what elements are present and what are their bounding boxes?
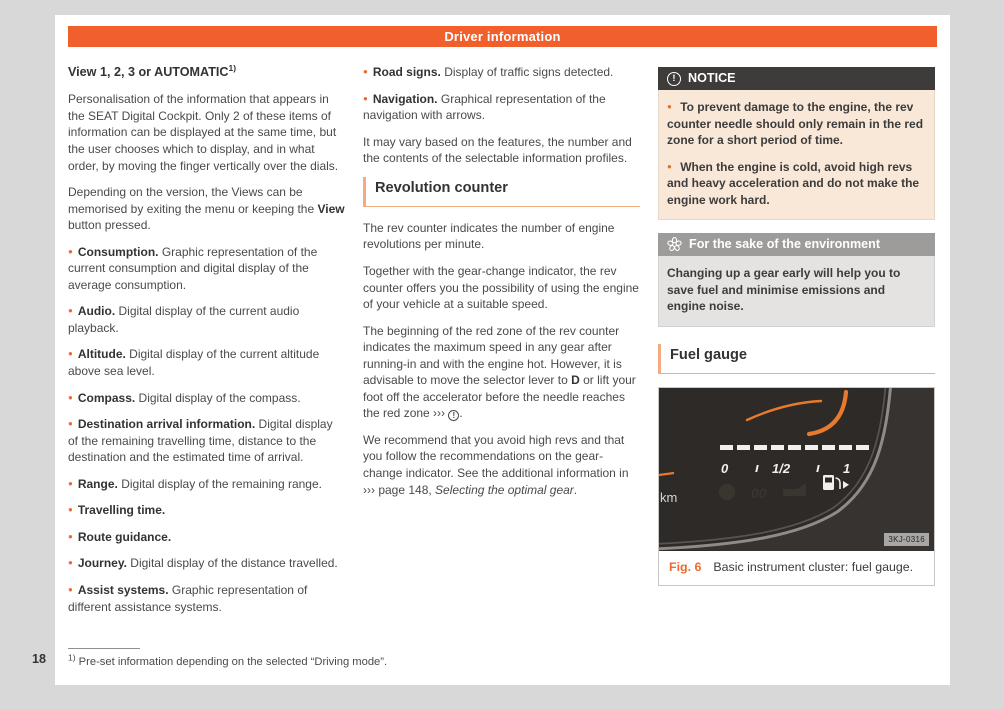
bullet-dot-icon: ● (68, 392, 73, 402)
column-left (68, 64, 345, 625)
list-item: ● Consumption. Graphic representation of the current consumption and digital display of the average consumption. (68, 244, 318, 292)
bullet-dot-icon: ● (667, 161, 672, 171)
list-item: ● Road signs. Display of traffic signs detected. (363, 65, 614, 79)
paragraph: We recommend that you avoid high revs and that you follow the recommendations on the gear-change indicator. See the additional information in ››› page 148, Selecting the optimal gear. (363, 432, 629, 497)
notice-reference-icon: ! (448, 410, 459, 421)
fuel-scale (659, 460, 934, 478)
section-heading-fuel-gauge: Fuel gauge (658, 344, 935, 374)
bullet-dot-icon: ● (68, 419, 73, 429)
subsection-heading: View 1, 2, 3 or AUTOMATIC$^{1)}$ (68, 62, 237, 79)
bullet-dot-icon: ● (363, 93, 368, 103)
figure-6 (658, 387, 935, 586)
column-middle (363, 64, 640, 625)
italic-reference: Selecting the optimal gear (435, 482, 574, 497)
environment-body: Changing up a gear early will help you to save fuel and minimise emissions and engine noise. (658, 256, 935, 327)
footnote-text: Pre-set information depending on the selected “Driving mode”. (75, 656, 388, 668)
exclamation-circle-icon: ! (667, 72, 681, 86)
paragraph: It may vary based on the features, the number and the contents of the selectable information profiles. (363, 134, 632, 166)
list-item: ● Audio. Digital display of the current audio playback. (68, 304, 300, 335)
bullet-dot-icon: ● (68, 531, 73, 541)
notice-title: NOTICE (688, 70, 736, 85)
bold-term: View (317, 201, 345, 216)
bullet-dot-icon: ● (68, 349, 73, 359)
paragraph: The rev counter indicates the number of engine revolutions per minute. (363, 220, 615, 252)
environment-header (658, 233, 935, 256)
paragraph: Depending on the version, the Views can be memorised by exiting the menu or keeping the View button pressed. (68, 185, 345, 233)
column-right (658, 64, 935, 625)
instrument-cluster-image (659, 388, 934, 551)
notice-box (658, 67, 935, 220)
bullet-dot-icon: ● (68, 505, 73, 515)
bullet-dot-icon: ● (68, 584, 73, 594)
flower-icon (667, 237, 682, 252)
bold-term: D (571, 373, 580, 388)
footnote-marker: 1) (68, 652, 76, 663)
oil-can-icon (783, 483, 806, 496)
notice-header (658, 67, 935, 90)
page-number: 18 (32, 652, 47, 666)
environment-title: For the sake of the environment (689, 237, 881, 252)
scale-label-empty: 0 (721, 461, 729, 477)
footnote-ref: 1) (228, 62, 237, 73)
list-item: ● Navigation. Graphical representation of the navigation with arrows. (363, 91, 606, 123)
tachometer-arc-thick (809, 392, 846, 434)
scale-label-half: 1/2 (772, 461, 791, 477)
bullet-dot-icon: ● (667, 102, 672, 111)
list-item: ● Compass. Digital display of the compass. (68, 390, 301, 405)
paragraph: Personalisation of the information that appears in the SEAT Digital Cockpit. Only 2 of these items of information can be displayed at the same time, but the user chooses which to display, and in what order, by moving the finger vertically over the dials. (68, 92, 339, 173)
list-item: ● Range. Digital display of the remaining range. (68, 476, 322, 491)
notice-item: ● When the engine is cold, avoid high revs and heavy acceleration and do not make the engine work hard. (667, 159, 920, 207)
environment-box (658, 233, 935, 327)
list-item: ● Route guidance. (68, 529, 172, 544)
figure-label: Fig. 6 (669, 560, 702, 575)
arrow-right-icon (843, 481, 849, 489)
bullet-dot-icon: ● (68, 558, 73, 568)
dim-indicator-icon (719, 484, 735, 500)
bullet-dot-icon: ● (68, 246, 73, 256)
list-item: ● Destination arrival information. Digital display of the remaining travelling time, distance to the destination and the estimated time of arrival. (68, 417, 333, 465)
dim-counter-icon: 00 (751, 485, 767, 502)
list-item: ● Travelling time. (68, 503, 166, 518)
section-heading-revolution-counter: Revolution counter (363, 177, 640, 207)
tachometer-arc (747, 401, 821, 420)
chapter-header-bar (68, 26, 937, 47)
paragraph: The beginning of the red zone of the rev counter indicates the maximum speed in any gear after running-in and with the engine hot. However, it is advisable to move the selector lever to D or lift your foot off the accelerator before the needle reaches the red zone ››› ! . (363, 323, 636, 421)
bullet-list (363, 64, 640, 124)
scale-tick (816, 465, 819, 472)
figure-caption-text: Basic instrument cluster: fuel gauge. (713, 560, 914, 575)
footnote (68, 648, 387, 668)
bullet-dot-icon: ● (68, 478, 73, 488)
scale-label-full: 1 (843, 461, 851, 477)
list-item: ● Journey. Digital display of the distance travelled. (68, 556, 338, 571)
figure-code-badge: 3KJ-0316 (884, 533, 929, 546)
figure-caption (659, 551, 934, 585)
footnote-rule (68, 648, 140, 649)
notice-body (658, 90, 935, 220)
chapter-title: Driver information (444, 29, 561, 44)
km-label: km (660, 490, 678, 506)
content-columns (55, 47, 950, 625)
list-item: ● Altitude. Digital display of the current altitude above sea level. (68, 347, 320, 379)
fuel-level-segments (720, 445, 869, 450)
paragraph: Together with the gear-change indicator, the rev counter offers you the possibility of using the engine of your vehicle at a suitable speed. (363, 263, 639, 312)
bullet-dot-icon: ● (68, 306, 73, 316)
list-item: ● Assist systems. Graphic representation of different assistance systems. (68, 582, 308, 614)
notice-item: ● To prevent damage to the engine, the rev counter needle should only remain in the red zone for a short period of time. (667, 100, 924, 148)
bullet-list (68, 244, 345, 615)
manual-page (55, 15, 950, 685)
bullet-dot-icon: ● (363, 67, 368, 76)
scale-tick (755, 465, 758, 472)
